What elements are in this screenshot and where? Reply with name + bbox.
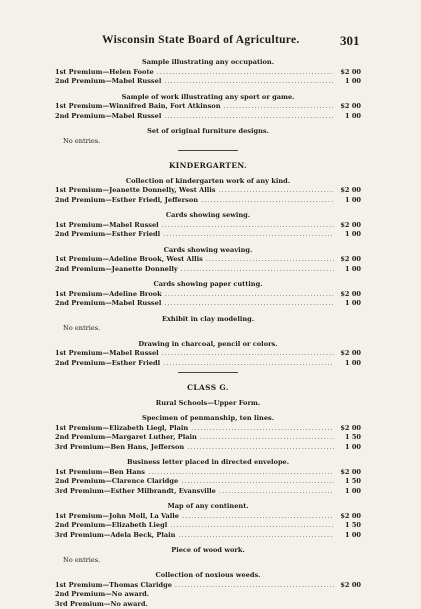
- section-heading: CLASS G.: [55, 383, 361, 393]
- leader-dots: [165, 290, 334, 300]
- premium-label: 2nd Premium—Mabel Russel: [55, 112, 161, 122]
- leader-dots: [157, 68, 334, 78]
- no-award-line: 2nd Premium—No award.: [55, 590, 361, 600]
- premium-row: [55, 112, 361, 122]
- premium-amount: $2 00: [337, 102, 361, 112]
- subheading: Cards showing paper cutting.: [55, 280, 361, 290]
- leader-dots: [170, 521, 334, 531]
- leader-dots: [201, 196, 334, 206]
- premium-amount: $2 00: [337, 512, 361, 522]
- subheading: Piece of wood work.: [55, 546, 361, 556]
- premium-amount: 1 00: [337, 359, 361, 369]
- premium-label: 3rd Premium—Ben Hans, Jefferson: [55, 443, 184, 453]
- section-divider: [178, 372, 238, 373]
- section-heading: KINDERGARTEN.: [55, 161, 361, 171]
- premium-row: [55, 433, 361, 443]
- premium-row: [55, 468, 361, 478]
- subheading: Cards showing sewing.: [55, 211, 361, 221]
- leader-dots: [162, 221, 334, 231]
- premium-amount: 1 00: [337, 487, 361, 497]
- premium-amount: $2 00: [337, 186, 361, 196]
- premium-row: [55, 349, 361, 359]
- premium-label: 2nd Premium—Jeanette Donnelly: [55, 265, 178, 275]
- premium-row: [55, 186, 361, 196]
- leader-dots: [181, 265, 334, 275]
- premium-label: 1st Premium—Mabel Russel: [55, 349, 159, 359]
- premium-label: 1st Premium—Jeanette Donnelly, West Allis: [55, 186, 215, 196]
- leader-dots: [164, 77, 334, 87]
- premium-row: [55, 290, 361, 300]
- premium-amount: 1 50: [337, 433, 361, 443]
- subheading: Cards showing weaving.: [55, 246, 361, 256]
- premium-amount: $2 00: [337, 581, 361, 591]
- premium-label: 1st Premium—Elizabeth Liegl, Plain: [55, 424, 188, 434]
- premium-amount: $2 00: [337, 221, 361, 231]
- premium-row: [55, 230, 361, 240]
- premium-amount: $2 00: [337, 424, 361, 434]
- subheading: Collection of noxious weeds.: [55, 571, 361, 581]
- premium-amount: $2 00: [337, 468, 361, 478]
- subheading: Sample of work illustrating any sport or game.: [55, 93, 361, 103]
- premium-label: 2nd Premium—Esther Friedl, Jefferson: [55, 196, 198, 206]
- premium-row: [55, 512, 361, 522]
- premium-list: [55, 58, 361, 609]
- no-entries-note: No entries.: [63, 137, 361, 147]
- premium-amount: $2 00: [337, 68, 361, 78]
- page-header: [0, 34, 421, 48]
- premium-amount: 1 00: [337, 443, 361, 453]
- premium-label: 3rd Premium—Esther Milbrandt, Evansville: [55, 487, 216, 497]
- leader-dots: [206, 255, 334, 265]
- premium-row: [55, 581, 361, 591]
- premium-label: 2nd Premium—Mabel Russel: [55, 299, 161, 309]
- section-divider: [178, 150, 238, 151]
- leader-dots: [178, 531, 334, 541]
- premium-row: [55, 531, 361, 541]
- leader-dots: [148, 468, 334, 478]
- no-entries-note: No entries.: [63, 556, 361, 566]
- leader-dots: [182, 512, 334, 522]
- premium-label: 2nd Premium—Margaret Luther, Plain: [55, 433, 197, 443]
- subheading: Drawing in charcoal, pencil or colors.: [55, 340, 361, 350]
- premium-row: [55, 299, 361, 309]
- premium-row: [55, 443, 361, 453]
- leader-dots: [181, 477, 334, 487]
- premium-amount: 1 00: [337, 230, 361, 240]
- premium-label: 1st Premium—Adeline Brook: [55, 290, 162, 300]
- no-entries-note: No entries.: [63, 324, 361, 334]
- subheading: Collection of kindergarten work of any kind.: [55, 177, 361, 187]
- subheading: Sample illustrating any occupation.: [55, 58, 361, 68]
- premium-row: [55, 521, 361, 531]
- premium-row: [55, 487, 361, 497]
- premium-label: 3rd Premium—Adela Beck, Plain: [55, 531, 175, 541]
- premium-row: [55, 77, 361, 87]
- premium-label: 1st Premium—Mabel Russel: [55, 221, 159, 231]
- leader-dots: [218, 186, 334, 196]
- leader-dots: [224, 102, 335, 112]
- leader-dots: [219, 487, 334, 497]
- premium-amount: 1 50: [337, 521, 361, 531]
- leader-dots: [162, 349, 334, 359]
- leader-dots: [164, 112, 334, 122]
- no-award-line: 3rd Premium—No award.: [55, 600, 361, 609]
- subheading: Specimen of penmanship, ten lines.: [55, 414, 361, 424]
- leader-dots: [187, 443, 334, 453]
- premium-row: [55, 221, 361, 231]
- premium-label: 1st Premium—Winnifred Bain, Fort Atkinson: [55, 102, 221, 112]
- premium-label: 1st Premium—Helen Foote: [55, 68, 154, 78]
- premium-row: [55, 196, 361, 206]
- premium-amount: 1 00: [337, 531, 361, 541]
- subheading: Rural Schools—Upper Form.: [55, 399, 361, 409]
- premium-label: 1st Premium—Adeline Brook, West Allis: [55, 255, 203, 265]
- premium-label: 2nd Premium—Clarence Claridge: [55, 477, 178, 487]
- premium-amount: 1 00: [337, 77, 361, 87]
- premium-amount: $2 00: [337, 255, 361, 265]
- premium-amount: $2 00: [337, 349, 361, 359]
- premium-amount: 1 00: [337, 196, 361, 206]
- premium-label: 2nd Premium—Esther Friedl: [55, 359, 160, 369]
- subheading: Map of any continent.: [55, 502, 361, 512]
- premium-amount: 1 50: [337, 477, 361, 487]
- leader-dots: [191, 424, 334, 434]
- premium-row: [55, 424, 361, 434]
- premium-row: [55, 265, 361, 275]
- leader-dots: [164, 299, 334, 309]
- subheading: Set of original furniture designs.: [55, 127, 361, 137]
- leader-dots: [163, 230, 334, 240]
- premium-label: 2nd Premium—Mabel Russel: [55, 77, 161, 87]
- premium-amount: 1 00: [337, 112, 361, 122]
- premium-label: 2nd Premium—Elizabeth Liegl: [55, 521, 167, 531]
- premium-row: [55, 359, 361, 369]
- premium-row: [55, 102, 361, 112]
- premium-amount: 1 00: [337, 299, 361, 309]
- premium-amount: 1 00: [337, 265, 361, 275]
- premium-row: [55, 477, 361, 487]
- leader-dots: [175, 581, 334, 591]
- running-title: Wisconsin State Board of Agriculture.: [102, 34, 300, 46]
- premium-amount: $2 00: [337, 290, 361, 300]
- premium-label: 1st Premium—Ben Hans: [55, 468, 145, 478]
- premium-label: 1st Premium—John Moll, La Valle: [55, 512, 179, 522]
- leader-dots: [163, 359, 334, 369]
- subheading: Business letter placed in directed envelope.: [55, 458, 361, 468]
- premium-label: 1st Premium—Thomas Claridge: [55, 581, 172, 591]
- leader-dots: [200, 433, 334, 443]
- premium-row: [55, 255, 361, 265]
- premium-label: 2nd Premium—Esther Friedl: [55, 230, 160, 240]
- premium-row: [55, 68, 361, 78]
- page-number: 301: [340, 33, 360, 49]
- subheading: Exhibit in clay modeling.: [55, 315, 361, 325]
